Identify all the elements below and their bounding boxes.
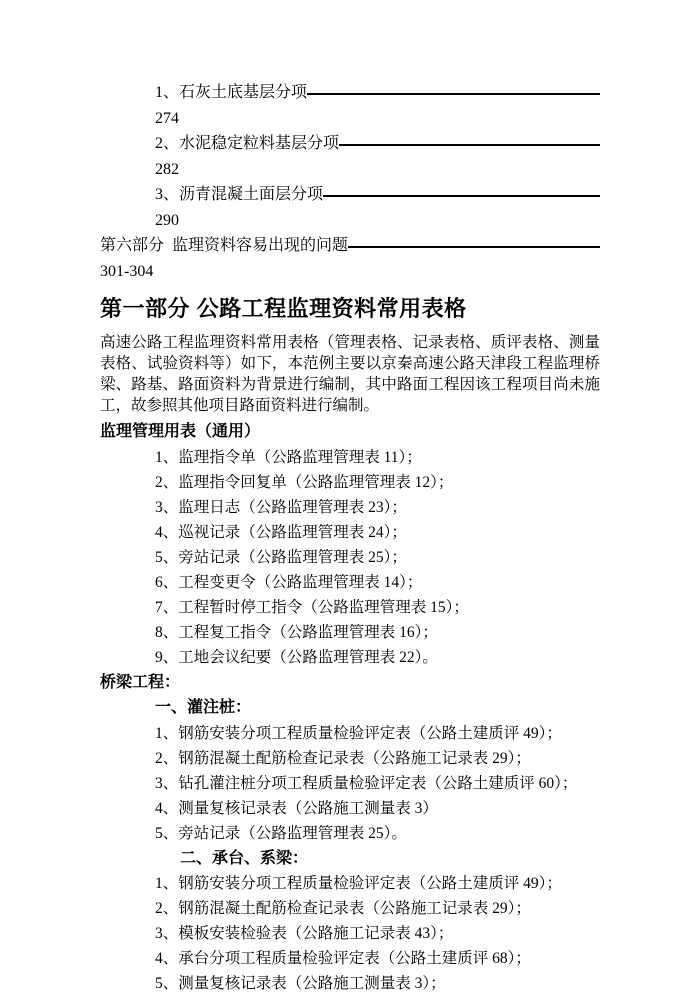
toc-entry	[100, 182, 600, 233]
list-item: 1、钢筋安装分项工程质量检验评定表（公路土建质评 49）；	[155, 875, 562, 892]
list-item: 5、旁站记录（公路监理管理表 25）。	[155, 824, 407, 842]
list-item: 3、钻孔灌注桩分项工程质量检验评定表（公路土建质评 60）；	[155, 774, 578, 792]
toc-line	[100, 233, 600, 259]
toc-line	[100, 80, 600, 106]
list-item: 2、监理指令回复单（公路监理管理表 12）；	[155, 473, 454, 491]
list-item: 1、钢筋安装分项工程质量检验评定表（公路土建质评 49）；	[155, 724, 562, 742]
bored-pile-list	[100, 721, 600, 846]
toc-block	[100, 80, 600, 284]
pile-cap-list	[100, 871, 600, 996]
toc-page-number: 282	[155, 160, 179, 178]
toc-leader-line	[307, 93, 600, 95]
toc-page-number: 274	[155, 109, 179, 127]
bridge-works-title: 桥梁工程：	[100, 673, 181, 691]
toc-leader-line	[348, 246, 600, 248]
toc-leader-line	[323, 195, 600, 197]
intro-paragraph: 高速公路工程监理资料常用表格（管理表格、记录表格、质评表格、测量表格、试验资料等）如下，本范例主要以京秦高速公路天津段工程监理桥梁、路基、路面资料为背景进行编制，其中路面工程因该工程项目尚未施工，故参照其他项目路面资料进行编制。	[100, 334, 600, 414]
toc-page-number: 301-304	[100, 262, 154, 280]
toc-leader-line	[339, 144, 600, 146]
toc-title: 2、水泥稳定粒料基层分项	[155, 135, 340, 152]
list-item: 5、旁站记录（公路监理管理表 25）；	[155, 548, 407, 566]
toc-entry	[100, 233, 600, 284]
toc-entry	[100, 80, 600, 131]
toc-page-number: 290	[155, 211, 179, 229]
list-item: 4、测量复核记录表（公路施工测量表 3）	[155, 799, 438, 817]
bored-pile-subtitle: 一、灌注桩：	[155, 699, 252, 716]
list-item: 8、工程复工指令（公路监理管理表 16）；	[155, 623, 438, 641]
list-item: 2、钢筋混凝土配筋检查记录表（公路施工记录表 29）；	[155, 749, 531, 767]
section-heading: 第一部分 公路工程监理资料常用表格	[100, 296, 467, 321]
toc-line	[100, 182, 600, 208]
list-item: 1、监理指令单（公路监理管理表 11）；	[155, 448, 422, 466]
pile-cap-subtitle: 二、承台、系梁：	[180, 849, 309, 867]
list-item: 6、工程变更令（公路监理管理表 14）；	[155, 573, 423, 591]
list-item: 4、承台分项工程质量检验评定表（公路土建质评 68）；	[155, 950, 531, 967]
general-forms-title: 监理管理用表（通用）	[100, 423, 261, 440]
toc-title: 3、沥青混凝土面层分项	[155, 186, 324, 203]
toc-title: 1、石灰土底基层分项	[155, 84, 308, 101]
toc-title: 第六部分 监理资料容易出现的问题	[100, 237, 349, 254]
list-item: 4、巡视记录（公路监理管理表 24）；	[155, 523, 407, 541]
toc-entry	[100, 131, 600, 182]
list-item: 7、工程暂时停工指令（公路监理管理表 15）；	[155, 598, 469, 616]
list-item: 2、钢筋混凝土配筋检查记录表（公路施工记录表 29）；	[155, 900, 531, 917]
toc-line	[100, 131, 600, 157]
list-item: 9、工地会议纪要（公路监理管理表 22）。	[155, 648, 438, 666]
list-item: 5、测量复核记录表（公路施工测量表 3）；	[155, 975, 446, 992]
list-item: 3、监理日志（公路监理管理表 23）；	[155, 498, 407, 516]
general-forms-list	[100, 445, 600, 670]
list-item: 3、模板安装检验表（公路施工记录表 43）；	[155, 925, 454, 942]
